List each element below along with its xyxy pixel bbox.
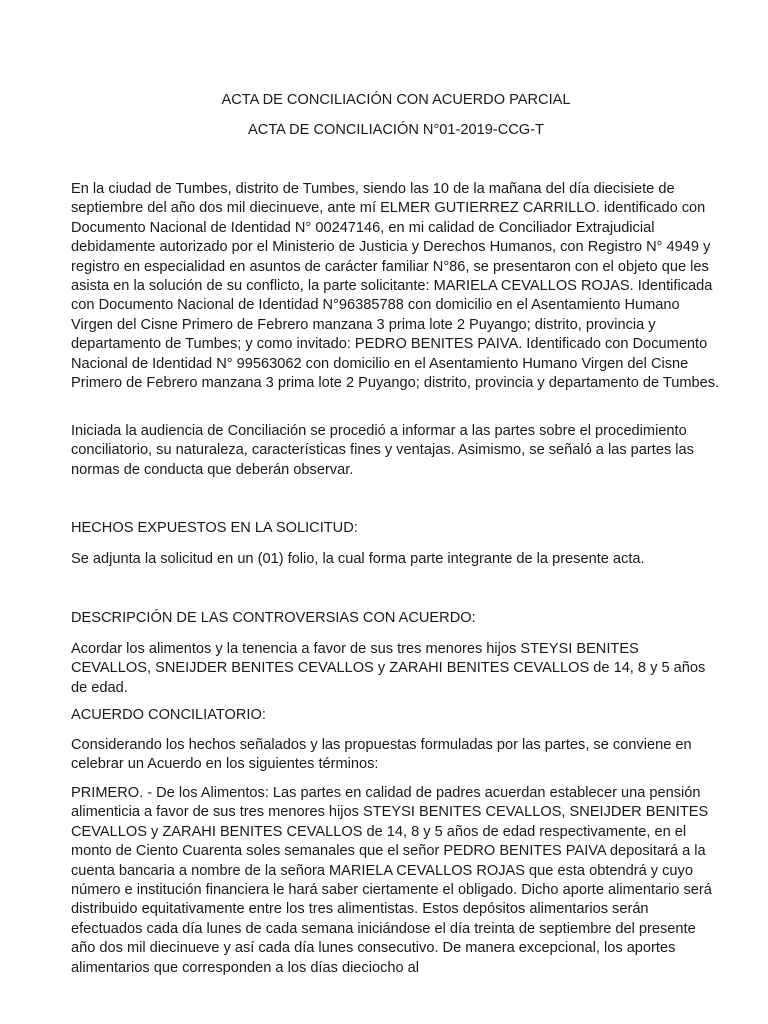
primero-paragraph: PRIMERO. - De los Alimentos: Las partes en calidad de padres acuerdan establecer una pensión alimenticia a favor de sus tres menores hijos STEYSI BENITES CEVALLOS, SNEIJDER BENITES CEVALLOS y ZARAHI BENITES CEVALLOS de 14, 8 y 5 años de edad respectivamente, en el monto de Ciento Cuarenta soles semanales que el señor PEDRO BENITES PAIVA depositará a la cuenta bancaria a nombre de la señora MARIELA CEVALLOS ROJAS que esta obtendrá y cuyo número e institución financiera le hará saber ciertamente el obligado. Dicho aporte alimentario será distribuido equitativamente entre los tres alimentistas. Estos depósitos alimentarios serán efectuados cada día lunes de cada semana iniciándose el día treinta de septiembre del presente año dos mil diecinueve y así cada día lunes consecutivo. De manera excepcional, los aportes alimentarios que corresponden a los días dieciocho al: [71, 785, 712, 976]
section-heading-hechos: HECHOS EXPUESTOS EN LA SOLICITUD:: [71, 520, 358, 536]
intro-paragraph: En la ciudad de Tumbes, distrito de Tumbes, siendo las 10 de la mañana del día diecisiete de septiembre del año dos mil diecinueve, ante mí ELMER GUTIERREZ CARRILLO. identificado con Documento Nacional de Identidad N° 00247146, en mi calidad de Conciliador Extrajudicial debidamente autorizado por el Ministerio de Justicia y Derechos Humanos, con Registro N° 4949 y registro en especialidad en asuntos de carácter familiar N°86, se presentaron con el objeto que les asista en la solución de su conflicto, la parte solicitante: MARIELA CEVALLOS ROJAS. Identificada con Documento Nacional de Identidad N°96385788 con domicilio en el Asentamiento Humano Virgen del Cisne Primero de Febrero manzana 3 prima lote 2 Puyango; distrito, provincia y departamento de Tumbes; y como invitado: PEDRO BENITES PAIVA. Identificado con Documento Nacional de Identidad N° 99563062 con domicilio en el Asentamiento Humano Virgen del Cisne Primero de Febrero manzana 3 prima lote 2 Puyango; distrito, provincia y departamento de Tumbes.: [71, 181, 720, 392]
document-subtitle: ACTA DE CONCILIACIÓN N°01-2019-CCG-T: [248, 122, 544, 138]
acuerdo-intro-paragraph: Considerando los hechos señalados y las propuestas formuladas por las partes, se conviene en celebrar un Acuerdo en los siguientes términos:: [71, 737, 692, 773]
audiencia-paragraph: Iniciada la audiencia de Conciliación se procedió a informar a las partes sobre el procedimiento conciliatorio, su naturaleza, características fines y ventajas. Asimismo, se señaló a las partes las normas de conducta que deberán observar.: [71, 423, 694, 478]
controversias-paragraph: Acordar los alimentos y la tenencia a favor de sus tres menores hijos STEYSI BENITES CEVALLOS, SNEIJDER BENITES CEVALLOS y ZARAHI BENITES CEVALLOS de 14, 8 y 5 años de edad.: [71, 641, 706, 696]
section-heading-acuerdo: ACUERDO CONCILIATORIO:: [71, 707, 266, 723]
hechos-paragraph: Se adjunta la solicitud en un (01) folio, la cual forma parte integrante de la presente acta.: [71, 551, 645, 567]
document-title: ACTA DE CONCILIACIÓN CON ACUERDO PARCIAL: [221, 92, 571, 108]
section-heading-controversias: DESCRIPCIÓN DE LAS CONTROVERSIAS CON ACUERDO:: [71, 610, 476, 626]
